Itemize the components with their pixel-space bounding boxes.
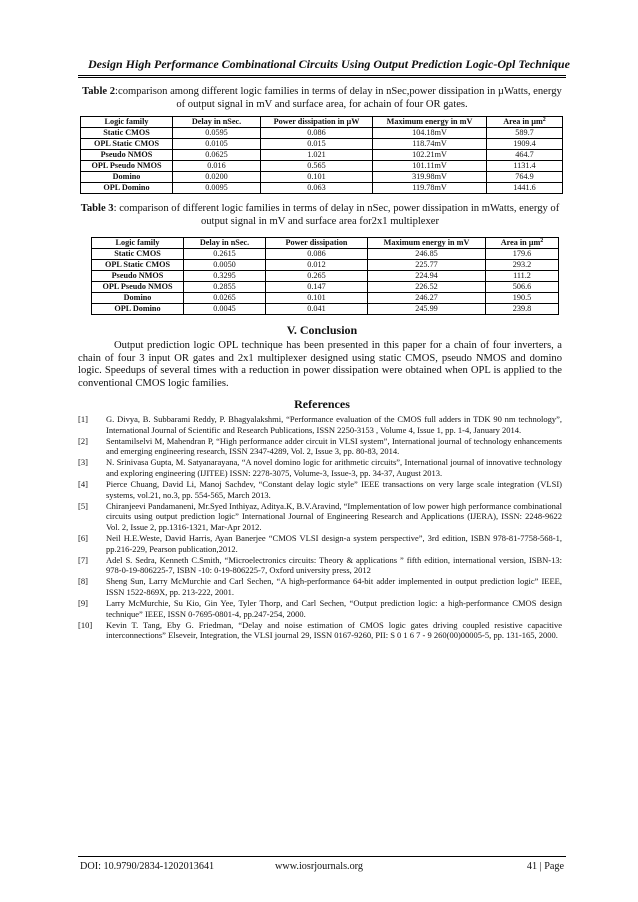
- table-row: [81, 150, 563, 161]
- reference-item: [78, 576, 562, 597]
- table-cell: 464.7: [487, 150, 563, 161]
- table-row: [92, 282, 559, 293]
- table-cell: 589.7: [487, 128, 563, 139]
- table-cell: 225.77: [368, 260, 486, 271]
- reference-item: [78, 436, 562, 457]
- table2: [80, 116, 563, 194]
- table2-caption-text: :comparison among different logic families in terms of delay in nSec,power dissipation in µWatts, energy of output signal in mV and surface area, for achain of four OR gates.: [115, 86, 562, 110]
- table-cell: Static CMOS: [81, 128, 173, 139]
- table-cell: 239.8: [486, 304, 559, 315]
- table-cell: 245.99: [368, 304, 486, 315]
- table-row: [81, 161, 563, 172]
- table3-caption-text: : comparison of different logic families in terms of delay in nSec, power dissipation in mWatts, energy of output signal in mV and surface area for2x1 multiplexer: [113, 203, 560, 227]
- table-cell: 764.9: [487, 172, 563, 183]
- reference-text: Kevin T. Tang, Eby G. Friedman, “Delay and noise estimation of CMOS logic gates driving coupled resistive capacitive interconnections” Elseveir, Integration, the VLSI journal 29, ISSN 0167-9260, PII: S 0 1 6 7 - 9 260(00)00005-5, pp. 131-165, 2000.: [106, 619, 562, 641]
- reference-number: [7]: [78, 554, 88, 565]
- table2-col-header: Maximum energy in mV: [373, 117, 487, 128]
- table3-col-header: Logic family: [92, 238, 184, 249]
- reference-item: [78, 598, 562, 619]
- footer-rule: [78, 856, 566, 857]
- reference-item: [78, 457, 562, 478]
- reference-number: [6]: [78, 533, 88, 544]
- reference-text: Sentamilselvi M, Mahendran P, “High performance adder circuit in VLSI system”, International journal of technology enhancements and emerging engineering research, ISSN 2347-4289, Vol. 2, Issue 3, pp. 80-83, 2014.: [106, 435, 562, 457]
- reference-number: [4]: [78, 479, 88, 490]
- table3-label: Table 3: [80, 203, 114, 214]
- reference-item: [78, 479, 562, 500]
- table3-area-exponent: 2: [540, 238, 544, 244]
- reference-item: [78, 414, 562, 435]
- table-cell: 179.6: [486, 249, 559, 260]
- table2-header-row: [81, 117, 563, 128]
- table-cell: 0.0595: [173, 128, 261, 139]
- table2-label: Table 2: [82, 86, 116, 97]
- table3-col-header-area: [486, 238, 559, 249]
- conclusion-heading: V. Conclusion: [286, 323, 358, 337]
- table-cell: 1441.6: [487, 183, 563, 194]
- table-cell: 319.98mV: [373, 172, 487, 183]
- table-cell: Static CMOS: [92, 249, 184, 260]
- table-cell: 293.2: [486, 260, 559, 271]
- table-cell: 0.0625: [173, 150, 261, 161]
- table-cell: Pseudo NMOS: [92, 271, 184, 282]
- reference-text: Sheng Sun, Larry McMurchie and Carl Sechen, “A high-performance 64-bit adder implemented in output prediction logic” IEEE, ISSN 1522-869X, pp. 213-222, 2001.: [106, 576, 562, 597]
- reference-text: Adel S. Sedra, Kenneth C.Smith, “Microelectronics circuits: Theory & applications ” fifth edition, international version, ISBN-13: 978-0-19-806225-7, ISBN -10: 0-19-806225-7, Oxford university press, 2012: [106, 554, 562, 576]
- reference-item: [78, 501, 562, 533]
- table3-area-label: Area in µm: [500, 238, 541, 247]
- header-rule-double: [78, 77, 566, 78]
- table3-caption: [78, 202, 562, 228]
- reference-text: G. Divya, B. Subbarami Reddy, P. Bhagyalakshmi, “Performance evaluation of the CMOS full adders in TDK 90 nm technology”, International Journal of Scientific and Research Publications, ISSN 2250-3153 , Volume 4, Issue 1, pp. 1-4, January 2014.: [106, 414, 562, 435]
- reference-text: Pierce Chuang, David Li, Manoj Sachdev, “Constant delay logic style” IEEE transactions on very large scale integration (VLSI) systems, vol.21, no.3, pp. 554-565, March 2013.: [106, 479, 562, 500]
- footer-doi: DOI: 10.9790/2834-1202013641: [80, 861, 215, 872]
- reference-number: [10]: [78, 619, 93, 630]
- header-rule: [78, 75, 566, 76]
- references-heading: References: [294, 397, 350, 411]
- table-cell: 0.0095: [173, 183, 261, 194]
- reference-item: [78, 533, 562, 554]
- reference-number: [1]: [78, 414, 88, 424]
- reference-list: [78, 414, 562, 641]
- table-cell: 0.0200: [173, 172, 261, 183]
- table3-header-row: [92, 238, 559, 249]
- reference-item: [78, 555, 562, 576]
- table-cell: 1.021: [261, 150, 373, 161]
- table2-area-exponent: 2: [542, 117, 546, 123]
- reference-text: Chiranjeevi Pandamaneni, Mr.Syed Inthiyaz, Aditya.K, B.V.Aravind, “Implementation of low power high performance combinational circuits using output prediction logic” International Journal of Engineering Research and Applications (IJERA), ISSN: 2248-9622 Vol. 2, Issue 2, pp.1316-1321, Mar-Apr 2012.: [106, 500, 562, 532]
- table-cell: 246.27: [368, 293, 486, 304]
- table3: [91, 237, 559, 315]
- table-cell: 0.015: [261, 139, 373, 150]
- table-cell: 506.6: [486, 282, 559, 293]
- table-cell: 119.78mV: [373, 183, 487, 194]
- reference-text: N. Srinivasa Gupta, M. Satyanarayana, “A novel domino logic for arithmetic circuits”, International journal of innovative technology and exploring engineering (IJITEE) ISSN: 2278-3075, Volume-3, Issue-3, pp. 34-37, August 2013.: [106, 457, 562, 478]
- table-cell: 1909.4: [487, 139, 563, 150]
- table-cell: OPL Domino: [92, 304, 184, 315]
- table-cell: 224.94: [368, 271, 486, 282]
- footer-website: www.iosrjournals.org: [274, 861, 363, 872]
- table-cell: 0.565: [261, 161, 373, 172]
- table-row: [81, 183, 563, 194]
- conclusion-paragraph: Output prediction logic OPL technique has been presented in this paper for a chain of four inverters, a chain of four 3 input OR gates and 2x1 multiplexer designed using static CMOS, pseudo NMOS and domino logic. Speedups of several times with a reduction in power dissipation were obtained when OPL is applied to the conventional CMOS logic families.: [78, 340, 562, 389]
- table-cell: 0.086: [261, 128, 373, 139]
- table2-col-header-area: [487, 117, 563, 128]
- reference-number: [8]: [78, 576, 88, 587]
- table-cell: 1131.4: [487, 161, 563, 172]
- table-cell: 101.11mV: [373, 161, 487, 172]
- table-cell: 190.5: [486, 293, 559, 304]
- table-cell: OPL Static CMOS: [92, 260, 184, 271]
- table-cell: 111.2: [486, 271, 559, 282]
- table-cell: 104.18mV: [373, 128, 487, 139]
- table2-col-header: Delay in nSec.: [173, 117, 261, 128]
- table-row: [92, 271, 559, 282]
- reference-text: Neil H.E.Weste, David Harris, Ayan Banerjee “CMOS VLSI design-a system perspective”, 3rd edition, ISBN 978-81-7758-568-1, pp.216-229, Pearson publication,2012.: [106, 533, 562, 554]
- table2-col-header: Power dissipation in µW: [261, 117, 373, 128]
- table-cell: 0.2615: [184, 249, 266, 260]
- reference-number: [5]: [78, 500, 88, 511]
- table-row: [81, 172, 563, 183]
- table-row: [92, 304, 559, 315]
- table-cell: 0.3295: [184, 271, 266, 282]
- table2-area-label: Area in µm: [503, 117, 543, 126]
- table2-col-header: Logic family: [81, 117, 173, 128]
- table-cell: 0.0050: [184, 260, 266, 271]
- table-row: [81, 128, 563, 139]
- running-header: Design High Performance Combinational Circuits Using Output Prediction Logic-Opl Technique: [88, 57, 570, 71]
- reference-text: Larry McMurchie, Su Kio, Gin Yee, Tyler Thorp, and Carl Sechen, “Output prediction logic: a high-performance CMOS design technique” IEEE, ISSN 0-7695-0801-4, pp.247-254, 2000.: [106, 598, 562, 619]
- table-cell: 102.21mV: [373, 150, 487, 161]
- table-cell: 0.041: [266, 304, 368, 315]
- table-cell: 0.101: [266, 293, 368, 304]
- reference-number: [3]: [78, 457, 88, 468]
- table-cell: 0.101: [261, 172, 373, 183]
- table-cell: 0.265: [266, 271, 368, 282]
- table-cell: OPL Pseudo NMOS: [81, 161, 173, 172]
- table3-col-header: Maximum energy in mV: [368, 238, 486, 249]
- table-cell: 246.85: [368, 249, 486, 260]
- table-row: [92, 293, 559, 304]
- reference-number: [9]: [78, 598, 88, 609]
- table3-col-header: Power dissipation: [266, 238, 368, 249]
- table-cell: Domino: [81, 172, 173, 183]
- footer-page-number: 41 | Page: [526, 861, 564, 872]
- reference-number: [2]: [78, 435, 88, 446]
- table-row: [92, 249, 559, 260]
- table-cell: 0.012: [266, 260, 368, 271]
- table-cell: Domino: [92, 293, 184, 304]
- table-row: [81, 139, 563, 150]
- table2-caption: [80, 85, 564, 111]
- table-cell: 0.2855: [184, 282, 266, 293]
- table-cell: 226.52: [368, 282, 486, 293]
- table-cell: 118.74mV: [373, 139, 487, 150]
- reference-item: [78, 620, 562, 641]
- table-cell: OPL Domino: [81, 183, 173, 194]
- table-cell: 0.063: [261, 183, 373, 194]
- table-row: [92, 260, 559, 271]
- table3-col-header: Delay in nSec.: [184, 238, 266, 249]
- table-cell: 0.0105: [173, 139, 261, 150]
- table-cell: 0.016: [173, 161, 261, 172]
- table-cell: Pseudo NMOS: [81, 150, 173, 161]
- table-cell: 0.0045: [184, 304, 266, 315]
- table-cell: 0.086: [266, 249, 368, 260]
- table-cell: OPL Pseudo NMOS: [92, 282, 184, 293]
- table-cell: OPL Static CMOS: [81, 139, 173, 150]
- table-cell: 0.0265: [184, 293, 266, 304]
- table-cell: 0.147: [266, 282, 368, 293]
